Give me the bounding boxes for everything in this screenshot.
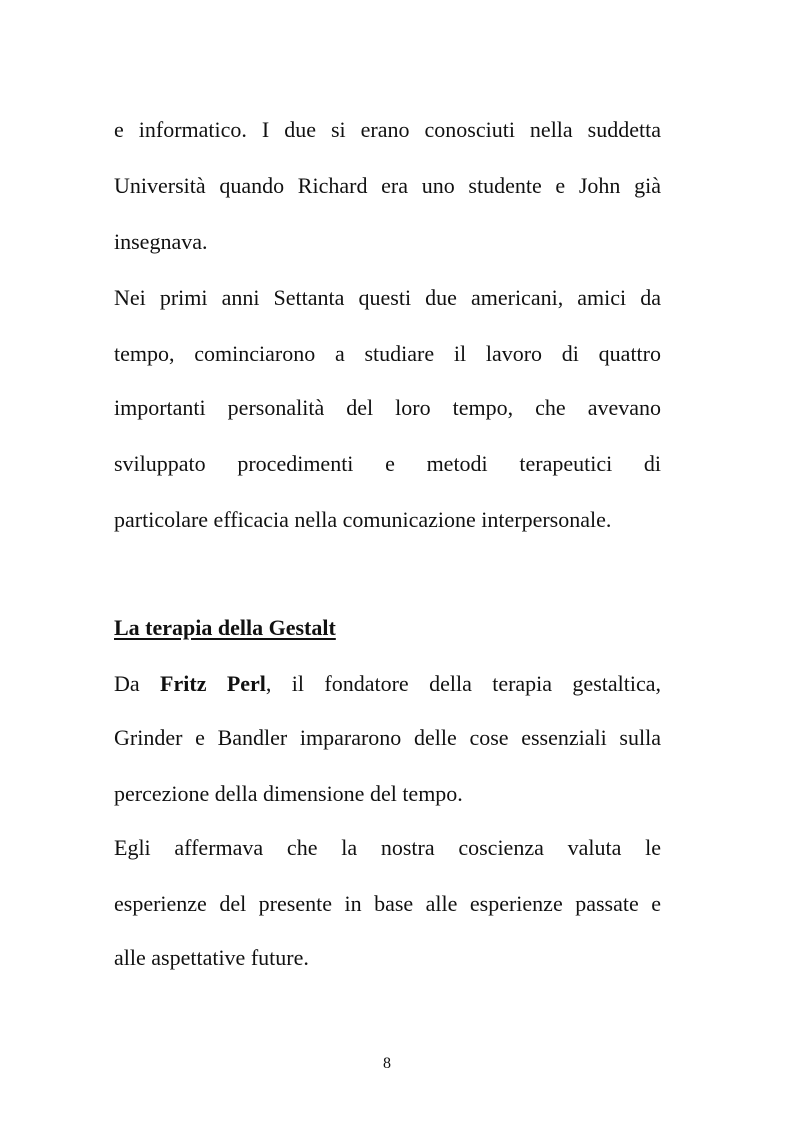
paragraph-3-line-3: percezione della dimensione del tempo. [114, 781, 463, 806]
paragraph-2-line-1: Nei primi anni Settanta questi due americani, amici da [114, 285, 661, 310]
paragraph-3-suffix: , il fondatore della terapia gestaltica, [265, 671, 662, 696]
page-number: 8 [383, 1055, 391, 1072]
paragraph-2-line-4: sviluppato procedimenti e metodi terapeutici di [114, 451, 661, 476]
paragraph-4-line-2: esperienze del presente in base alle esperienze passate e [114, 891, 661, 916]
paragraph-4-line-1: Egli affermava che la nostra coscienza valuta le [114, 835, 661, 860]
paragraph-2-line-3: importanti personalità del loro tempo, che avevano [114, 395, 661, 420]
paragraph-2-line-5: particolare efficacia nella comunicazione interpersonale. [114, 507, 612, 532]
paragraph-3-prefix: Da [114, 671, 140, 696]
paragraph-3-line-2: Grinder e Bandler impararono delle cose essenziali sulla [114, 725, 661, 750]
paragraph-1-line-2: Università quando Richard era uno studente e John già [114, 173, 661, 198]
paragraph-3-line-1 [114, 670, 661, 698]
paragraph-2-line-2: tempo, cominciarono a studiare il lavoro di quattro [114, 341, 661, 366]
fritz-perl-name: Fritz Perl [160, 671, 266, 696]
paragraph-4-line-3: alle aspettative future. [114, 945, 309, 970]
section-heading: La terapia della Gestalt [114, 615, 336, 640]
paragraph-1-line-3: insegnava. [114, 229, 208, 254]
paragraph-1-line-1: e informatico. I due si erano conosciuti nella suddetta [114, 117, 661, 142]
